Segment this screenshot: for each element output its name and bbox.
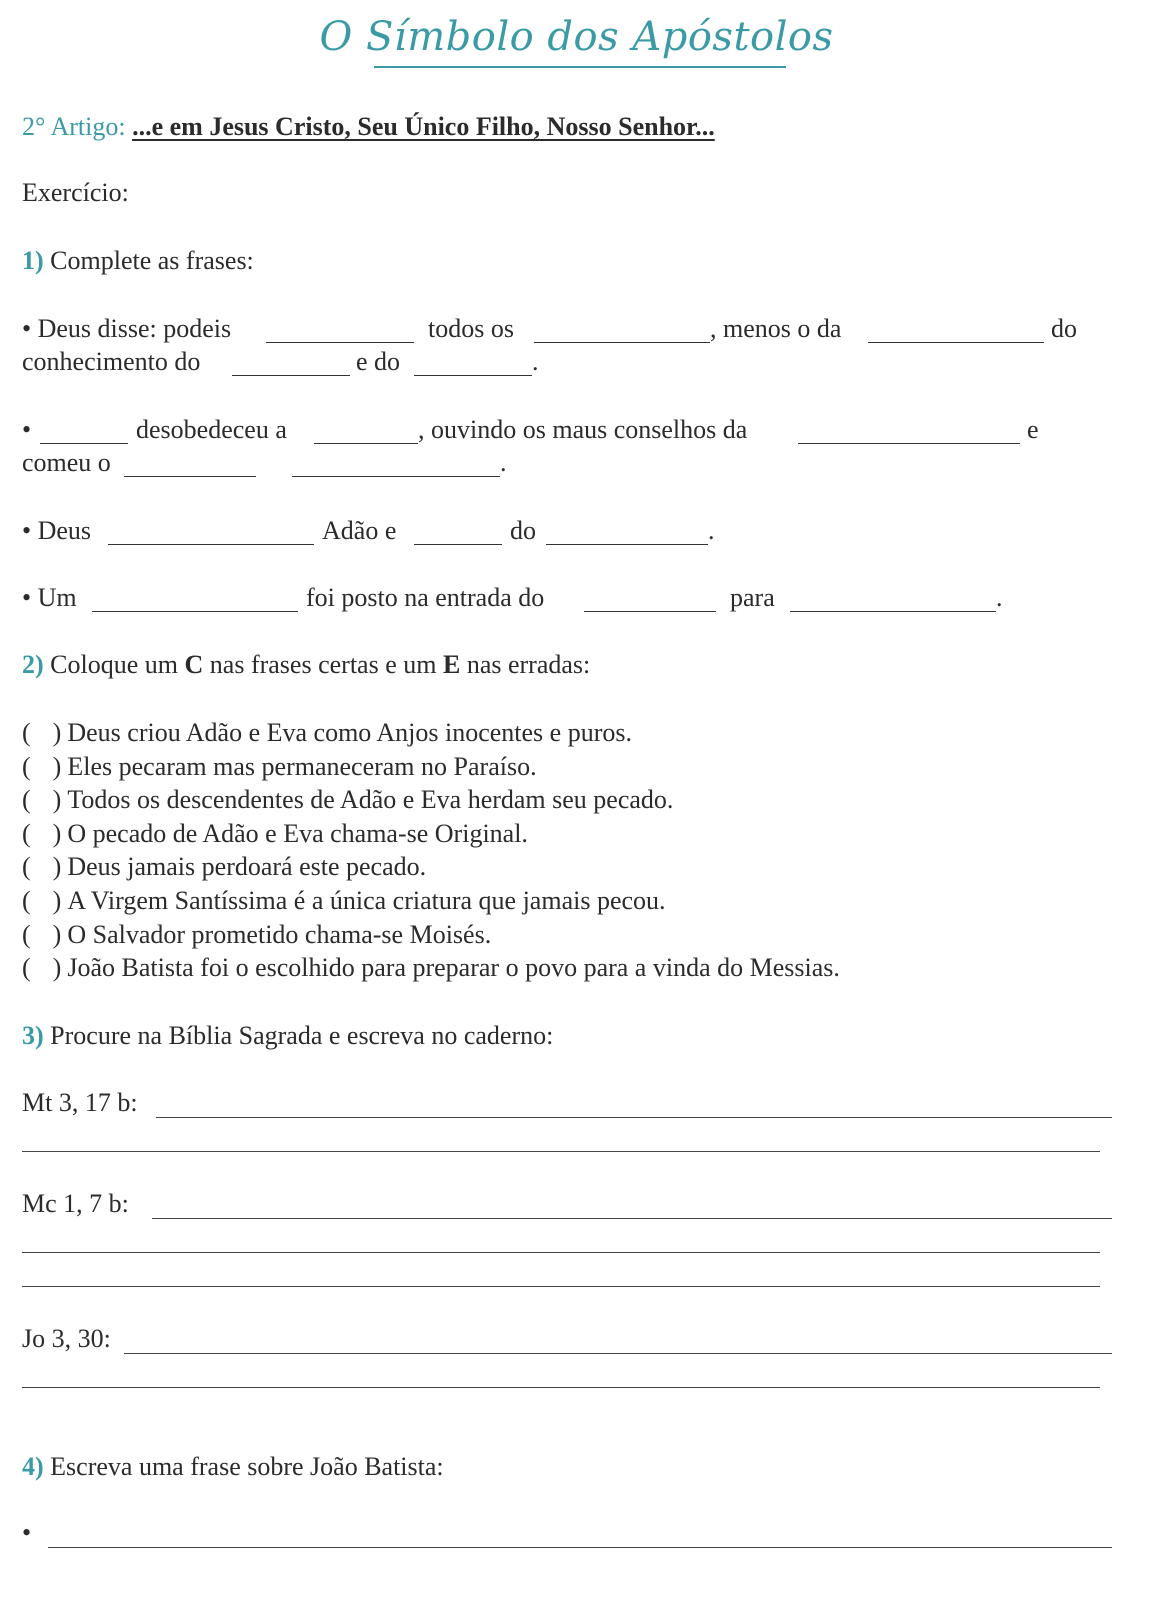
q4-bullet: • bbox=[22, 1518, 32, 1547]
q3-prompt: Procure na Bíblia Sagrada e escreva no caderno: bbox=[50, 1021, 554, 1050]
s1-text-e: conhecimento do bbox=[22, 347, 201, 376]
s1-blank-4[interactable] bbox=[232, 375, 350, 376]
s4-blank-1[interactable] bbox=[92, 611, 298, 612]
ref-mc: Mc 1, 7 b: bbox=[22, 1189, 129, 1218]
s3-blank-2[interactable] bbox=[414, 544, 502, 545]
answer-paren-close[interactable]: ) bbox=[52, 818, 62, 848]
statement-text: Deus jamais perdoará este pecado. bbox=[67, 852, 427, 882]
statement-text: Eles pecaram mas permaneceram no Paraíso. bbox=[67, 751, 537, 781]
answer-paren-open[interactable]: ( bbox=[22, 919, 31, 949]
q2-heading bbox=[22, 650, 590, 680]
s4-blank-3[interactable] bbox=[790, 611, 996, 612]
s2-blank-1[interactable] bbox=[40, 443, 128, 444]
answer-line-mc-1[interactable] bbox=[152, 1218, 1112, 1219]
statement-row bbox=[22, 752, 537, 782]
q1-prompt: Complete as frases: bbox=[50, 246, 254, 275]
statement-text: Todos os descendentes de Adão e Eva herdam seu pecado. bbox=[67, 785, 674, 815]
q2-letter-c: C bbox=[184, 650, 204, 679]
s1-blank-1[interactable] bbox=[266, 342, 414, 343]
s2-blank-5[interactable] bbox=[292, 476, 500, 477]
s1-text-d: do bbox=[1051, 314, 1077, 343]
statement-row bbox=[22, 953, 840, 983]
statement-row bbox=[22, 920, 491, 950]
s1-blank-3[interactable] bbox=[868, 342, 1044, 343]
s2-blank-3[interactable] bbox=[798, 443, 1020, 444]
s2-text-b: desobedeceu a bbox=[136, 415, 287, 444]
article-label: 2° Artigo: bbox=[22, 112, 126, 141]
q2-prompt-c: nas erradas: bbox=[466, 650, 591, 679]
statement-row bbox=[22, 785, 673, 815]
s4-text-c: para bbox=[730, 583, 775, 612]
q2-prompt-a: Coloque um bbox=[50, 650, 179, 679]
s1-blank-2[interactable] bbox=[534, 342, 710, 343]
answer-paren-open[interactable]: ( bbox=[22, 953, 31, 983]
s3-text-b: Adão e bbox=[322, 516, 397, 545]
answer-line-mc-2[interactable] bbox=[22, 1252, 1100, 1253]
statement-row bbox=[22, 819, 528, 849]
statement-text: O Salvador prometido chama-se Moisés. bbox=[67, 919, 492, 949]
s2-text-f: . bbox=[500, 448, 507, 477]
answer-paren-close[interactable]: ) bbox=[52, 852, 62, 882]
answer-paren-close[interactable]: ) bbox=[52, 953, 62, 983]
statement-row bbox=[22, 718, 632, 748]
q2-prompt-b: nas frases certas e um bbox=[209, 650, 437, 679]
q2-number: 2) bbox=[22, 650, 44, 679]
s3-text-a: • Deus bbox=[22, 516, 92, 545]
s2-text-a: • bbox=[22, 415, 32, 444]
s4-text-b: foi posto na entrada do bbox=[306, 583, 545, 612]
s1-blank-5[interactable] bbox=[414, 375, 532, 376]
answer-line-mt-2[interactable] bbox=[22, 1151, 1100, 1152]
exercise-label: Exercício: bbox=[22, 178, 129, 207]
statement-text: João Batista foi o escolhido para preparar o povo para a vinda do Messias. bbox=[67, 953, 840, 983]
statement-row bbox=[22, 886, 666, 916]
answer-paren-close[interactable]: ) bbox=[52, 919, 62, 949]
answer-paren-close[interactable]: ) bbox=[52, 751, 62, 781]
s1-text-f: e do bbox=[356, 347, 401, 376]
s2-blank-4[interactable] bbox=[124, 476, 256, 477]
q4-heading bbox=[22, 1452, 444, 1482]
answer-paren-open[interactable]: ( bbox=[22, 852, 31, 882]
s3-text-d: . bbox=[708, 516, 715, 545]
answer-paren-open[interactable]: ( bbox=[22, 785, 31, 815]
answer-paren-close[interactable]: ) bbox=[52, 886, 62, 915]
statement-text: A Virgem Santíssima é a única criatura que jamais pecou. bbox=[67, 886, 666, 915]
answer-line-jo-1[interactable] bbox=[124, 1353, 1112, 1354]
answer-paren-close[interactable]: ) bbox=[52, 785, 62, 815]
q4-number: 4) bbox=[22, 1452, 44, 1481]
answer-paren-close[interactable]: ) bbox=[52, 718, 62, 747]
s2-text-c: , ouvindo os maus conselhos da bbox=[418, 415, 748, 444]
title-underline bbox=[374, 66, 786, 68]
statement-text: O pecado de Adão e Eva chama-se Original. bbox=[67, 818, 528, 848]
answer-line-mt-1[interactable] bbox=[156, 1117, 1112, 1118]
s4-text-a: • Um bbox=[22, 583, 77, 612]
answer-paren-open[interactable]: ( bbox=[22, 886, 31, 915]
s3-blank-3[interactable] bbox=[546, 544, 708, 545]
q1-heading bbox=[22, 246, 254, 276]
s2-text-e: comeu o bbox=[22, 448, 111, 477]
q2-letter-e: E bbox=[442, 650, 461, 679]
answer-line-mc-3[interactable] bbox=[22, 1286, 1100, 1287]
answer-paren-open[interactable]: ( bbox=[22, 818, 31, 848]
s1-text-c: , menos o da bbox=[710, 314, 842, 343]
article-text: ...e em Jesus Cristo, Seu Único Filho, Nosso Senhor... bbox=[132, 112, 715, 141]
s3-text-c: do bbox=[510, 516, 536, 545]
s1-text-g: . bbox=[532, 347, 539, 376]
s1-text-b: todos os bbox=[428, 314, 514, 343]
statement-text: Deus criou Adão e Eva como Anjos inocentes e puros. bbox=[67, 718, 632, 747]
ref-jo: Jo 3, 30: bbox=[22, 1324, 111, 1353]
page-title: O Símbolo dos Apóstolos bbox=[319, 14, 834, 60]
article-line bbox=[22, 112, 715, 142]
answer-line-q4[interactable] bbox=[48, 1547, 1112, 1548]
q3-heading bbox=[22, 1021, 553, 1051]
s4-text-d: . bbox=[996, 583, 1003, 612]
answer-paren-open[interactable]: ( bbox=[22, 751, 31, 781]
s2-blank-2[interactable] bbox=[314, 443, 418, 444]
q3-number: 3) bbox=[22, 1021, 44, 1050]
s1-text-a: • Deus disse: podeis bbox=[22, 314, 232, 343]
answer-line-jo-2[interactable] bbox=[22, 1387, 1100, 1388]
answer-paren-open[interactable]: ( bbox=[22, 718, 31, 747]
q1-number: 1) bbox=[22, 246, 44, 275]
ref-mt: Mt 3, 17 b: bbox=[22, 1088, 138, 1117]
s3-blank-1[interactable] bbox=[108, 544, 314, 545]
q4-prompt: Escreva uma frase sobre João Batista: bbox=[50, 1452, 444, 1481]
statement-row bbox=[22, 852, 426, 882]
s2-text-d: e bbox=[1027, 415, 1039, 444]
s4-blank-2[interactable] bbox=[584, 611, 716, 612]
